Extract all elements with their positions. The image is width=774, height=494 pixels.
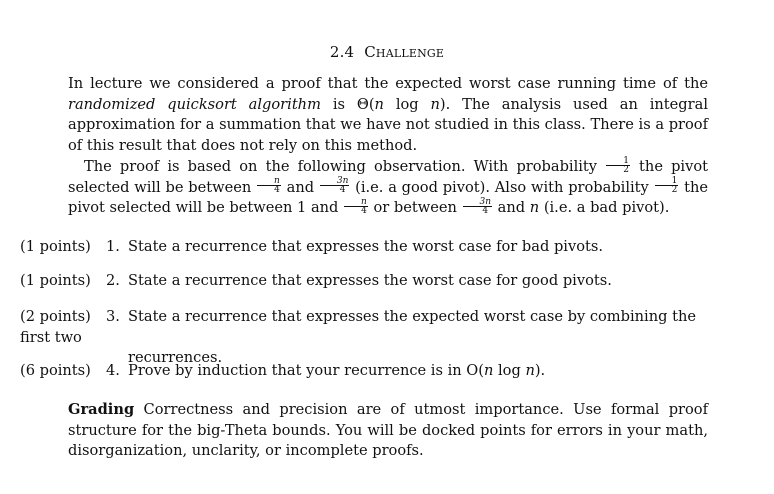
question-text-end: ).	[534, 362, 546, 379]
question-number: 2.	[106, 272, 120, 289]
fraction-half	[655, 177, 679, 194]
obs-text: (i.e. a bad pivot).	[539, 199, 670, 216]
question-item	[20, 237, 720, 258]
fraction-n-over-4	[257, 177, 281, 194]
intro-text-3: ). The analysis used an integral approximation for a summation that we have not studied in this class. There is a proof of this result that does not rely on this method.	[68, 95, 708, 154]
fraction-numerator: 1	[606, 157, 630, 166]
math-log: log	[493, 362, 526, 379]
question-item	[20, 361, 720, 382]
obs-text: and	[493, 199, 530, 216]
fraction-numerator: n	[344, 198, 368, 207]
intro-paragraph	[68, 74, 708, 156]
section-title: Challenge	[364, 43, 445, 61]
math-log: log	[383, 95, 431, 113]
question-text: State a recurrence that expresses the expected worst case by combining the first two	[20, 308, 697, 346]
fraction-numerator: 3n	[463, 198, 493, 207]
fraction-numerator: n	[257, 177, 281, 186]
math-n: n	[483, 362, 494, 379]
intro-emphasis: randomized quicksort algorithm	[68, 95, 321, 113]
question-number: 1.	[106, 238, 120, 255]
fraction-numerator: 3n	[320, 177, 350, 186]
section-heading	[0, 43, 774, 61]
obs-text: and	[281, 178, 319, 196]
question-points: (6 points)	[20, 362, 91, 379]
math-n: n	[529, 199, 540, 216]
question-points: (1 points)	[20, 272, 91, 289]
question-item	[20, 271, 720, 292]
fraction-numerator: 1	[655, 177, 679, 186]
fraction-denominator: 4	[339, 185, 346, 195]
math-n: n	[525, 362, 535, 379]
fraction-denominator: 2	[623, 164, 629, 175]
obs-text: the pivot selected will be between 1 and	[68, 178, 708, 216]
intro-text-1: In lecture we considered a proof that the expected worst case running time of the	[68, 75, 708, 92]
obs-text: the pivot selected will be between	[68, 158, 708, 196]
question-points: (1 points)	[20, 238, 91, 255]
question-text: State a recurrence that expresses the worst case for bad pivots.	[128, 238, 603, 255]
fraction-denominator: 4	[361, 205, 367, 216]
question-number: 4.	[106, 362, 120, 379]
fraction-3n-over-4	[320, 177, 350, 194]
question-text: State a recurrence that expresses the worst case for good pivots.	[128, 272, 612, 289]
fraction-n-over-4	[344, 198, 368, 215]
question-text: Prove by induction that your recurrence is in O(	[128, 362, 484, 379]
math-n: n	[430, 95, 440, 113]
intro-text-2: is Θ(	[320, 95, 375, 113]
obs-text: or between	[368, 199, 462, 216]
fraction-denominator: 4	[274, 185, 280, 195]
fraction-denominator: 2	[671, 185, 678, 195]
question-item	[20, 307, 720, 369]
question-number: 3.	[106, 308, 120, 325]
grading-text: Correctness and precision are of utmost importance. Use formal proof structure for the big-Theta bounds. You will be docked points for errors in your math, disorganization, unclarity, or incomplete proofs.	[68, 401, 708, 459]
grading-paragraph	[68, 400, 708, 462]
fraction-denominator: 4	[482, 205, 489, 216]
observation-paragraph	[68, 157, 708, 219]
question-points: (2 points)	[20, 308, 91, 325]
question-text-continued: recurrences.	[128, 349, 223, 366]
math-n: n	[374, 95, 384, 113]
obs-text: (i.e. a good pivot). Also with probability	[350, 178, 654, 196]
fraction-3n-over-4	[463, 198, 493, 215]
fraction-half	[606, 157, 630, 174]
section-number: 2.4	[329, 43, 355, 61]
grading-label: Grading	[68, 401, 135, 418]
obs-text: The proof is based on the following observation. With probability	[84, 158, 606, 175]
